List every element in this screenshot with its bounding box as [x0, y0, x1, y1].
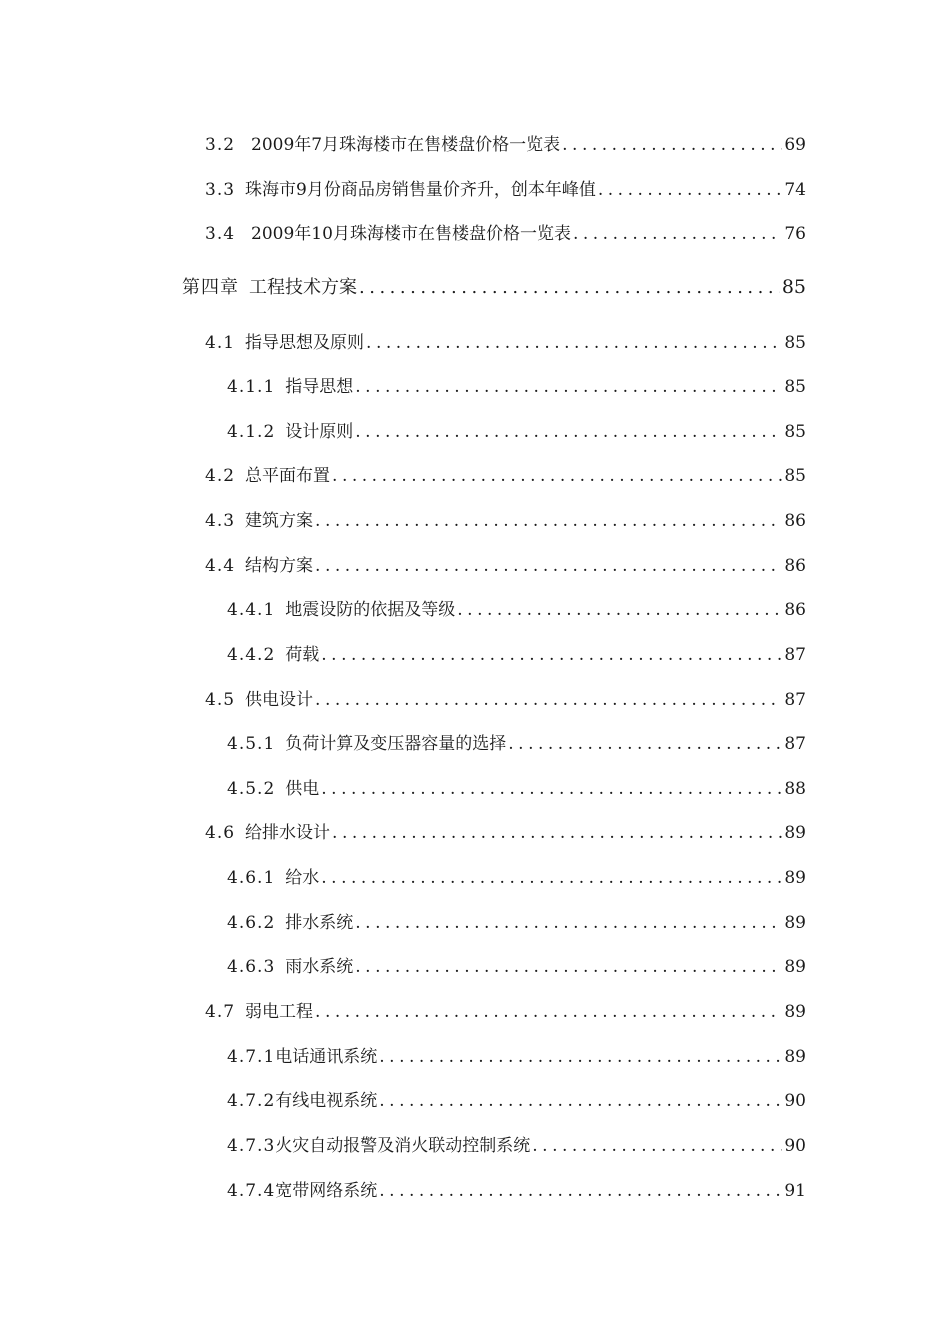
toc-leader-dots [355, 375, 782, 399]
toc-entry-page: 88 [784, 779, 806, 799]
toc-entry-title: 弱电工程 [245, 1002, 314, 1022]
toc-entry-page: 86 [784, 511, 806, 531]
toc-entry[interactable] [205, 688, 806, 712]
toc-leader-dots [457, 598, 782, 622]
toc-leader-dots [321, 777, 782, 801]
toc-entry-title: 给水 [285, 868, 320, 888]
toc-entry-page: 90 [784, 1136, 806, 1156]
toc-entry[interactable] [227, 420, 806, 444]
toc-entry-title: 宽带网络系统 [275, 1181, 378, 1201]
toc-leader-dots [379, 1045, 782, 1069]
toc-leader-dots [315, 688, 782, 712]
toc-leader-dots [355, 955, 782, 979]
toc-chapter-title: 工程技术方案 [249, 277, 357, 298]
toc-entry[interactable] [227, 911, 806, 935]
toc-entry-title: 雨水系统 [285, 957, 354, 977]
toc-entry-number: 4.7.4 [227, 1181, 276, 1201]
toc-entry[interactable] [205, 554, 806, 578]
toc-chapter-page: 85 [781, 276, 806, 298]
toc-entry-title: 结构方案 [245, 556, 314, 576]
toc-entry-title: 电话通讯系统 [275, 1047, 378, 1067]
toc-entry-title: 给排水设计 [245, 823, 331, 843]
toc-entry-number: 3.3 [205, 180, 236, 200]
toc-entry-page: 85 [784, 333, 806, 353]
toc-entry-title: 指导思想 [285, 377, 354, 397]
toc-entry-number: 4.6.1 [227, 868, 276, 888]
toc-leader-dots [573, 222, 782, 246]
toc-entry[interactable] [227, 375, 806, 399]
toc-entry-title: 供电设计 [245, 690, 314, 710]
toc-entry-page: 89 [784, 1002, 806, 1022]
toc-entry-page: 89 [784, 823, 806, 843]
toc-leader-dots [315, 509, 782, 533]
toc-entry-number: 4.5.2 [227, 779, 276, 799]
toc-entry-number: 4.5.1 [227, 734, 276, 754]
toc-entry-page: 89 [784, 868, 806, 888]
toc-entry[interactable] [205, 222, 806, 246]
toc-chapter-number: 第四章 [182, 277, 239, 298]
toc-leader-dots [332, 464, 782, 488]
toc-entry-page: 90 [784, 1091, 806, 1111]
toc-entry-number: 4.6.3 [227, 957, 276, 977]
toc-entry-title: 珠海市9月份商品房销售量价齐升，创本年峰值 [245, 180, 596, 200]
toc-entry-page: 69 [784, 135, 806, 155]
toc-entry[interactable] [205, 331, 806, 355]
toc-entry-title: 负荷计算及变压器容量的选择 [285, 734, 507, 754]
toc-leader-dots [379, 1089, 782, 1113]
toc-entry-title: 设计原则 [285, 422, 354, 442]
toc-entry-page: 86 [784, 600, 806, 620]
toc-entry-page: 89 [784, 957, 806, 977]
toc-entry-title: 2009年7月珠海楼市在售楼盘价格一览表 [251, 135, 561, 155]
toc-entry-number: 4.1.2 [227, 422, 276, 442]
toc-entry-page: 85 [784, 466, 806, 486]
toc-entry-number: 3.4 [205, 224, 236, 244]
toc-entry[interactable] [227, 955, 806, 979]
toc-entry[interactable] [227, 1179, 806, 1203]
toc-leader-dots [532, 1134, 782, 1158]
toc-entry-title: 总平面布置 [245, 466, 331, 486]
toc-entry[interactable] [227, 866, 806, 890]
toc-entry[interactable] [227, 643, 806, 667]
toc-entry-number: 4.2 [205, 466, 236, 486]
toc-entry[interactable] [205, 1000, 806, 1024]
toc-leader-dots [321, 643, 782, 667]
toc-entry-title: 火灾自动报警及消火联动控制系统 [275, 1136, 531, 1156]
toc-entry-title: 荷载 [285, 645, 320, 665]
toc-entry[interactable] [227, 777, 806, 801]
toc-entry-number: 4.6.2 [227, 913, 276, 933]
toc-entry[interactable] [227, 598, 806, 622]
toc-entry-page: 85 [784, 422, 806, 442]
toc-leader-dots [315, 554, 782, 578]
toc-entry[interactable] [205, 178, 806, 202]
toc-entry-page: 86 [784, 556, 806, 576]
toc-entry-number: 4.4.1 [227, 600, 276, 620]
toc-entry-number: 4.7.3 [227, 1136, 276, 1156]
toc-entry-page: 87 [784, 690, 806, 710]
toc-entry-number: 4.7 [205, 1002, 236, 1022]
toc-leader-dots [359, 276, 780, 299]
toc-entry-page: 91 [784, 1181, 806, 1201]
toc-entry-title: 供电 [285, 779, 320, 799]
toc-entry-page: 89 [784, 1047, 806, 1067]
toc-leader-dots [508, 732, 782, 756]
toc-leader-dots [315, 1000, 782, 1024]
toc-entry[interactable] [227, 1089, 806, 1113]
toc-entry-number: 4.1 [205, 333, 236, 353]
toc-entry-page: 89 [784, 913, 806, 933]
toc-entry[interactable] [205, 821, 806, 845]
toc-entry-title: 有线电视系统 [275, 1091, 378, 1111]
toc-leader-dots [562, 133, 782, 157]
toc-entry-title: 排水系统 [285, 913, 354, 933]
toc-entry-title: 指导思想及原则 [245, 333, 365, 353]
toc-leader-dots [355, 420, 782, 444]
toc-leader-dots [332, 821, 782, 845]
toc-leader-dots [598, 178, 782, 202]
toc-leader-dots [366, 331, 782, 355]
toc-entry-number: 4.7.2 [227, 1091, 276, 1111]
toc-entry-page: 87 [784, 645, 806, 665]
toc-entry[interactable] [227, 1045, 806, 1069]
toc-leader-dots [379, 1179, 782, 1203]
toc-entry-number: 4.4 [205, 556, 236, 576]
toc-leader-dots [355, 911, 782, 935]
toc-entry-number: 4.3 [205, 511, 236, 531]
toc-entry[interactable] [205, 133, 806, 157]
toc-entry-number: 4.7.1 [227, 1047, 276, 1067]
toc-entry-number: 3.2 [205, 135, 236, 155]
toc-leader-dots [321, 866, 782, 890]
toc-entry-number: 4.1.1 [227, 377, 276, 397]
toc-entry-page: 87 [784, 734, 806, 754]
toc-entry-page: 85 [784, 377, 806, 397]
toc-entry[interactable] [205, 464, 806, 488]
toc-entry-page: 76 [784, 224, 806, 244]
toc-chapter-entry[interactable] [182, 275, 806, 299]
toc-entry[interactable] [227, 1134, 806, 1158]
toc-entry-title: 2009年10月珠海楼市在售楼盘价格一览表 [251, 224, 571, 244]
toc-entry-title: 建筑方案 [245, 511, 314, 531]
toc-entry-page: 74 [784, 180, 806, 200]
toc-entry-number: 4.6 [205, 823, 236, 843]
toc-entry-number: 4.5 [205, 690, 236, 710]
toc-entry-title: 地震设防的依据及等级 [285, 600, 456, 620]
toc-entry[interactable] [227, 732, 806, 756]
toc-entry-number: 4.4.2 [227, 645, 276, 665]
toc-entry[interactable] [205, 509, 806, 533]
